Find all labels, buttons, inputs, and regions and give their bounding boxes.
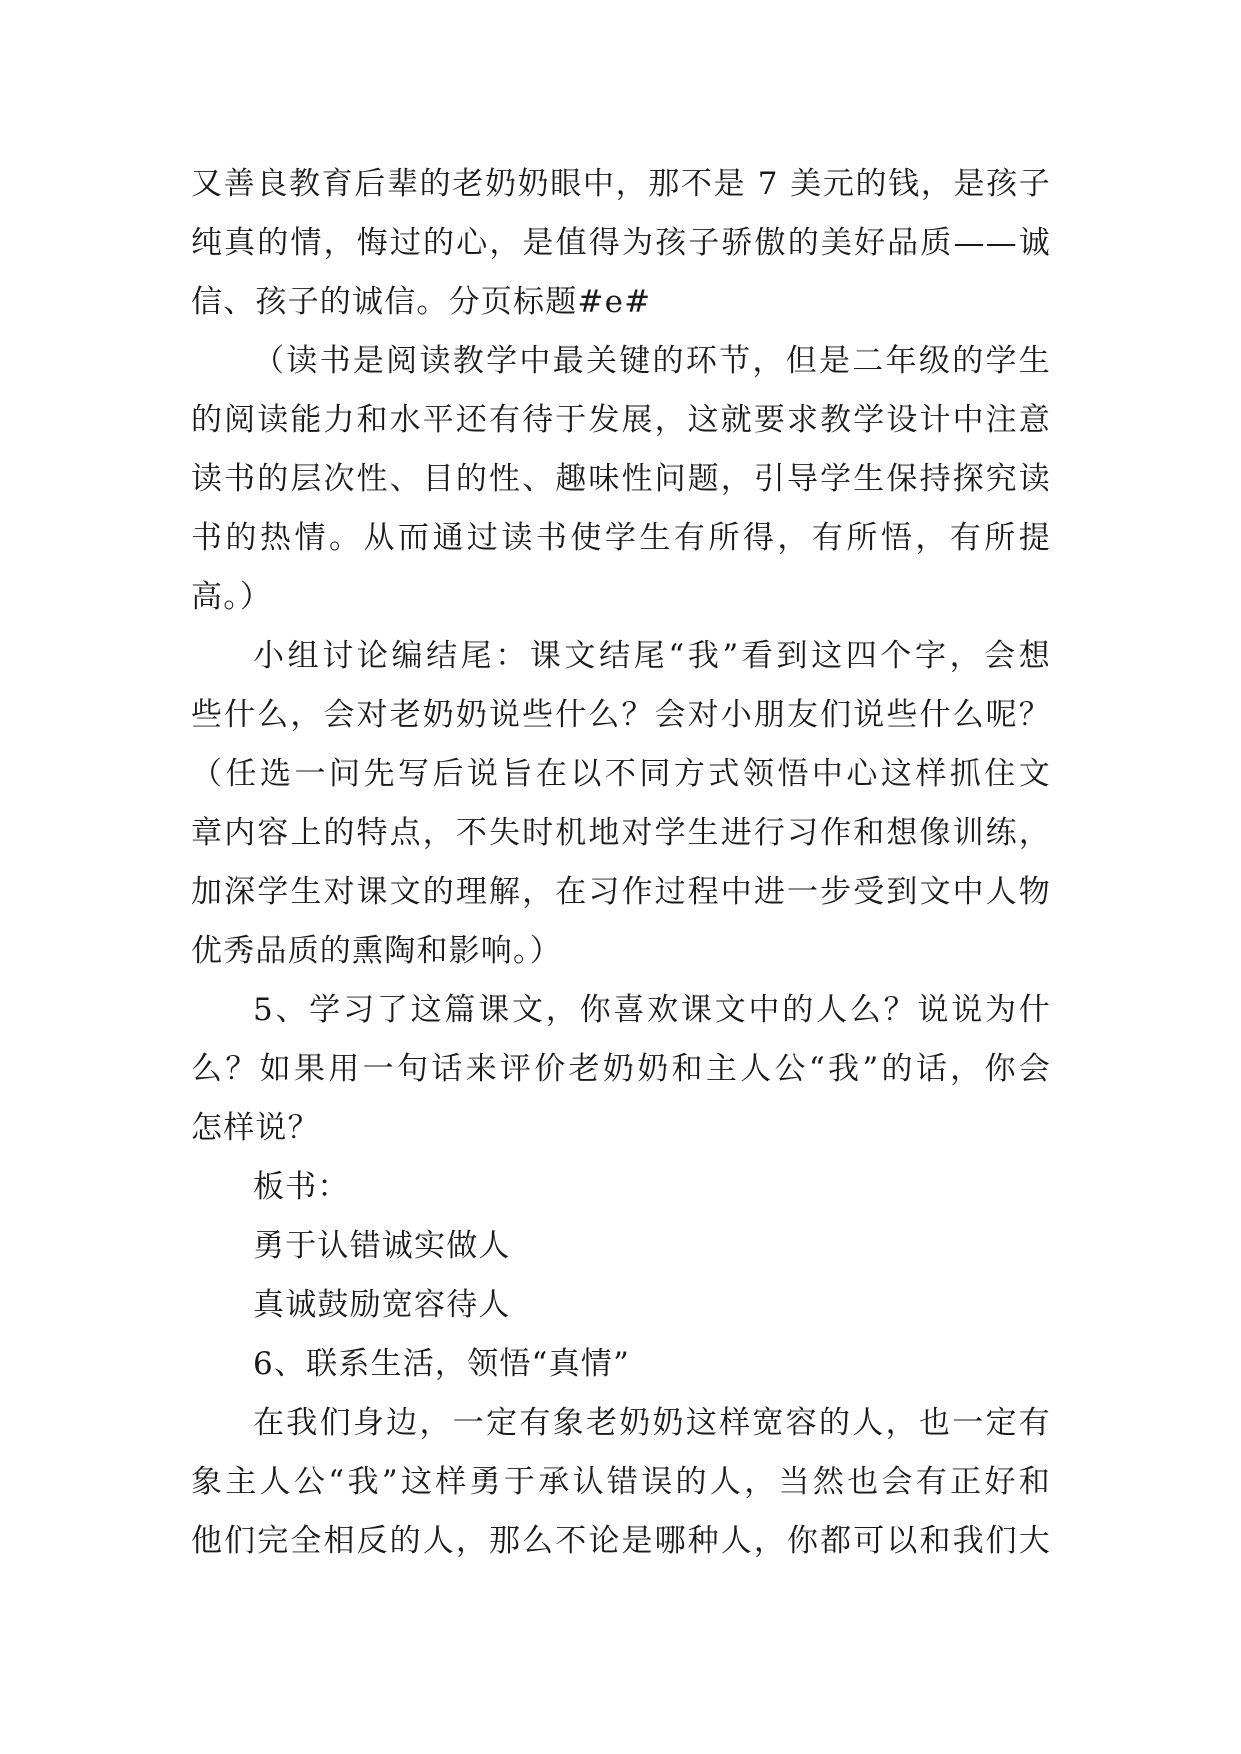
text-line: 真诚鼓励宽容待人 bbox=[253, 1287, 511, 1323]
text-line: 么？如果用一句话来评价老奶奶和主人公“我”的话，你会 bbox=[191, 1051, 1051, 1087]
text-line: 在我们身边，一定有象老奶奶这样宽容的人，也一定有 bbox=[253, 1405, 1051, 1441]
text-line: 怎样说？ bbox=[191, 1110, 320, 1146]
text-line: 又善良教育后辈的老奶奶眼中，那不是 7 美元的钱，是孩子 bbox=[191, 166, 1051, 202]
text-line: 读书的层次性、目的性、趣味性问题，引导学生保持探究读 bbox=[191, 461, 1051, 497]
body-text bbox=[191, 155, 1051, 1571]
text-line: 板书： bbox=[253, 1169, 350, 1205]
text-line: （任选一问先写后说旨在以不同方式领悟中心这样抓住文 bbox=[191, 756, 1051, 792]
text-line: （读书是阅读教学中最关键的环节，但是二年级的学生 bbox=[253, 343, 1051, 379]
text-line: 小组讨论编结尾：课文结尾“我”看到这四个字，会想 bbox=[253, 638, 1051, 674]
text-line: 优秀品质的熏陶和影响。） bbox=[191, 933, 562, 969]
text-line: 象主人公“我”这样勇于承认错误的人，当然也会有正好和 bbox=[191, 1464, 1051, 1500]
text-line: 他们完全相反的人，那么不论是哪种人，你都可以和我们大 bbox=[191, 1523, 1051, 1559]
text-line: 6、联系生活，领悟“真情” bbox=[253, 1346, 631, 1382]
text-line: 章内容上的特点，不失时机地对学生进行习作和想像训练， bbox=[191, 815, 1051, 851]
text-line: 高。） bbox=[191, 579, 273, 615]
text-line: 5、学习了这篇课文，你喜欢课文中的人么？说说为什 bbox=[253, 992, 1051, 1028]
text-line: 信、孩子的诚信。分页标题#e# bbox=[191, 284, 652, 320]
text-line: 的阅读能力和水平还有待于发展，这就要求教学设计中注意 bbox=[191, 402, 1051, 438]
text-line: 书的热情。从而通过读书使学生有所得，有所悟，有所提 bbox=[191, 520, 1051, 556]
text-line: 加深学生对课文的理解，在习作过程中进一步受到文中人物 bbox=[191, 874, 1051, 910]
text-line: 些什么，会对老奶奶说些什么？会对小朋友们说些什么呢？ bbox=[191, 697, 1051, 733]
text-line: 勇于认错诚实做人 bbox=[253, 1228, 511, 1264]
text-line: 纯真的情，悔过的心，是值得为孩子骄傲的美好品质——诚 bbox=[191, 225, 1051, 261]
